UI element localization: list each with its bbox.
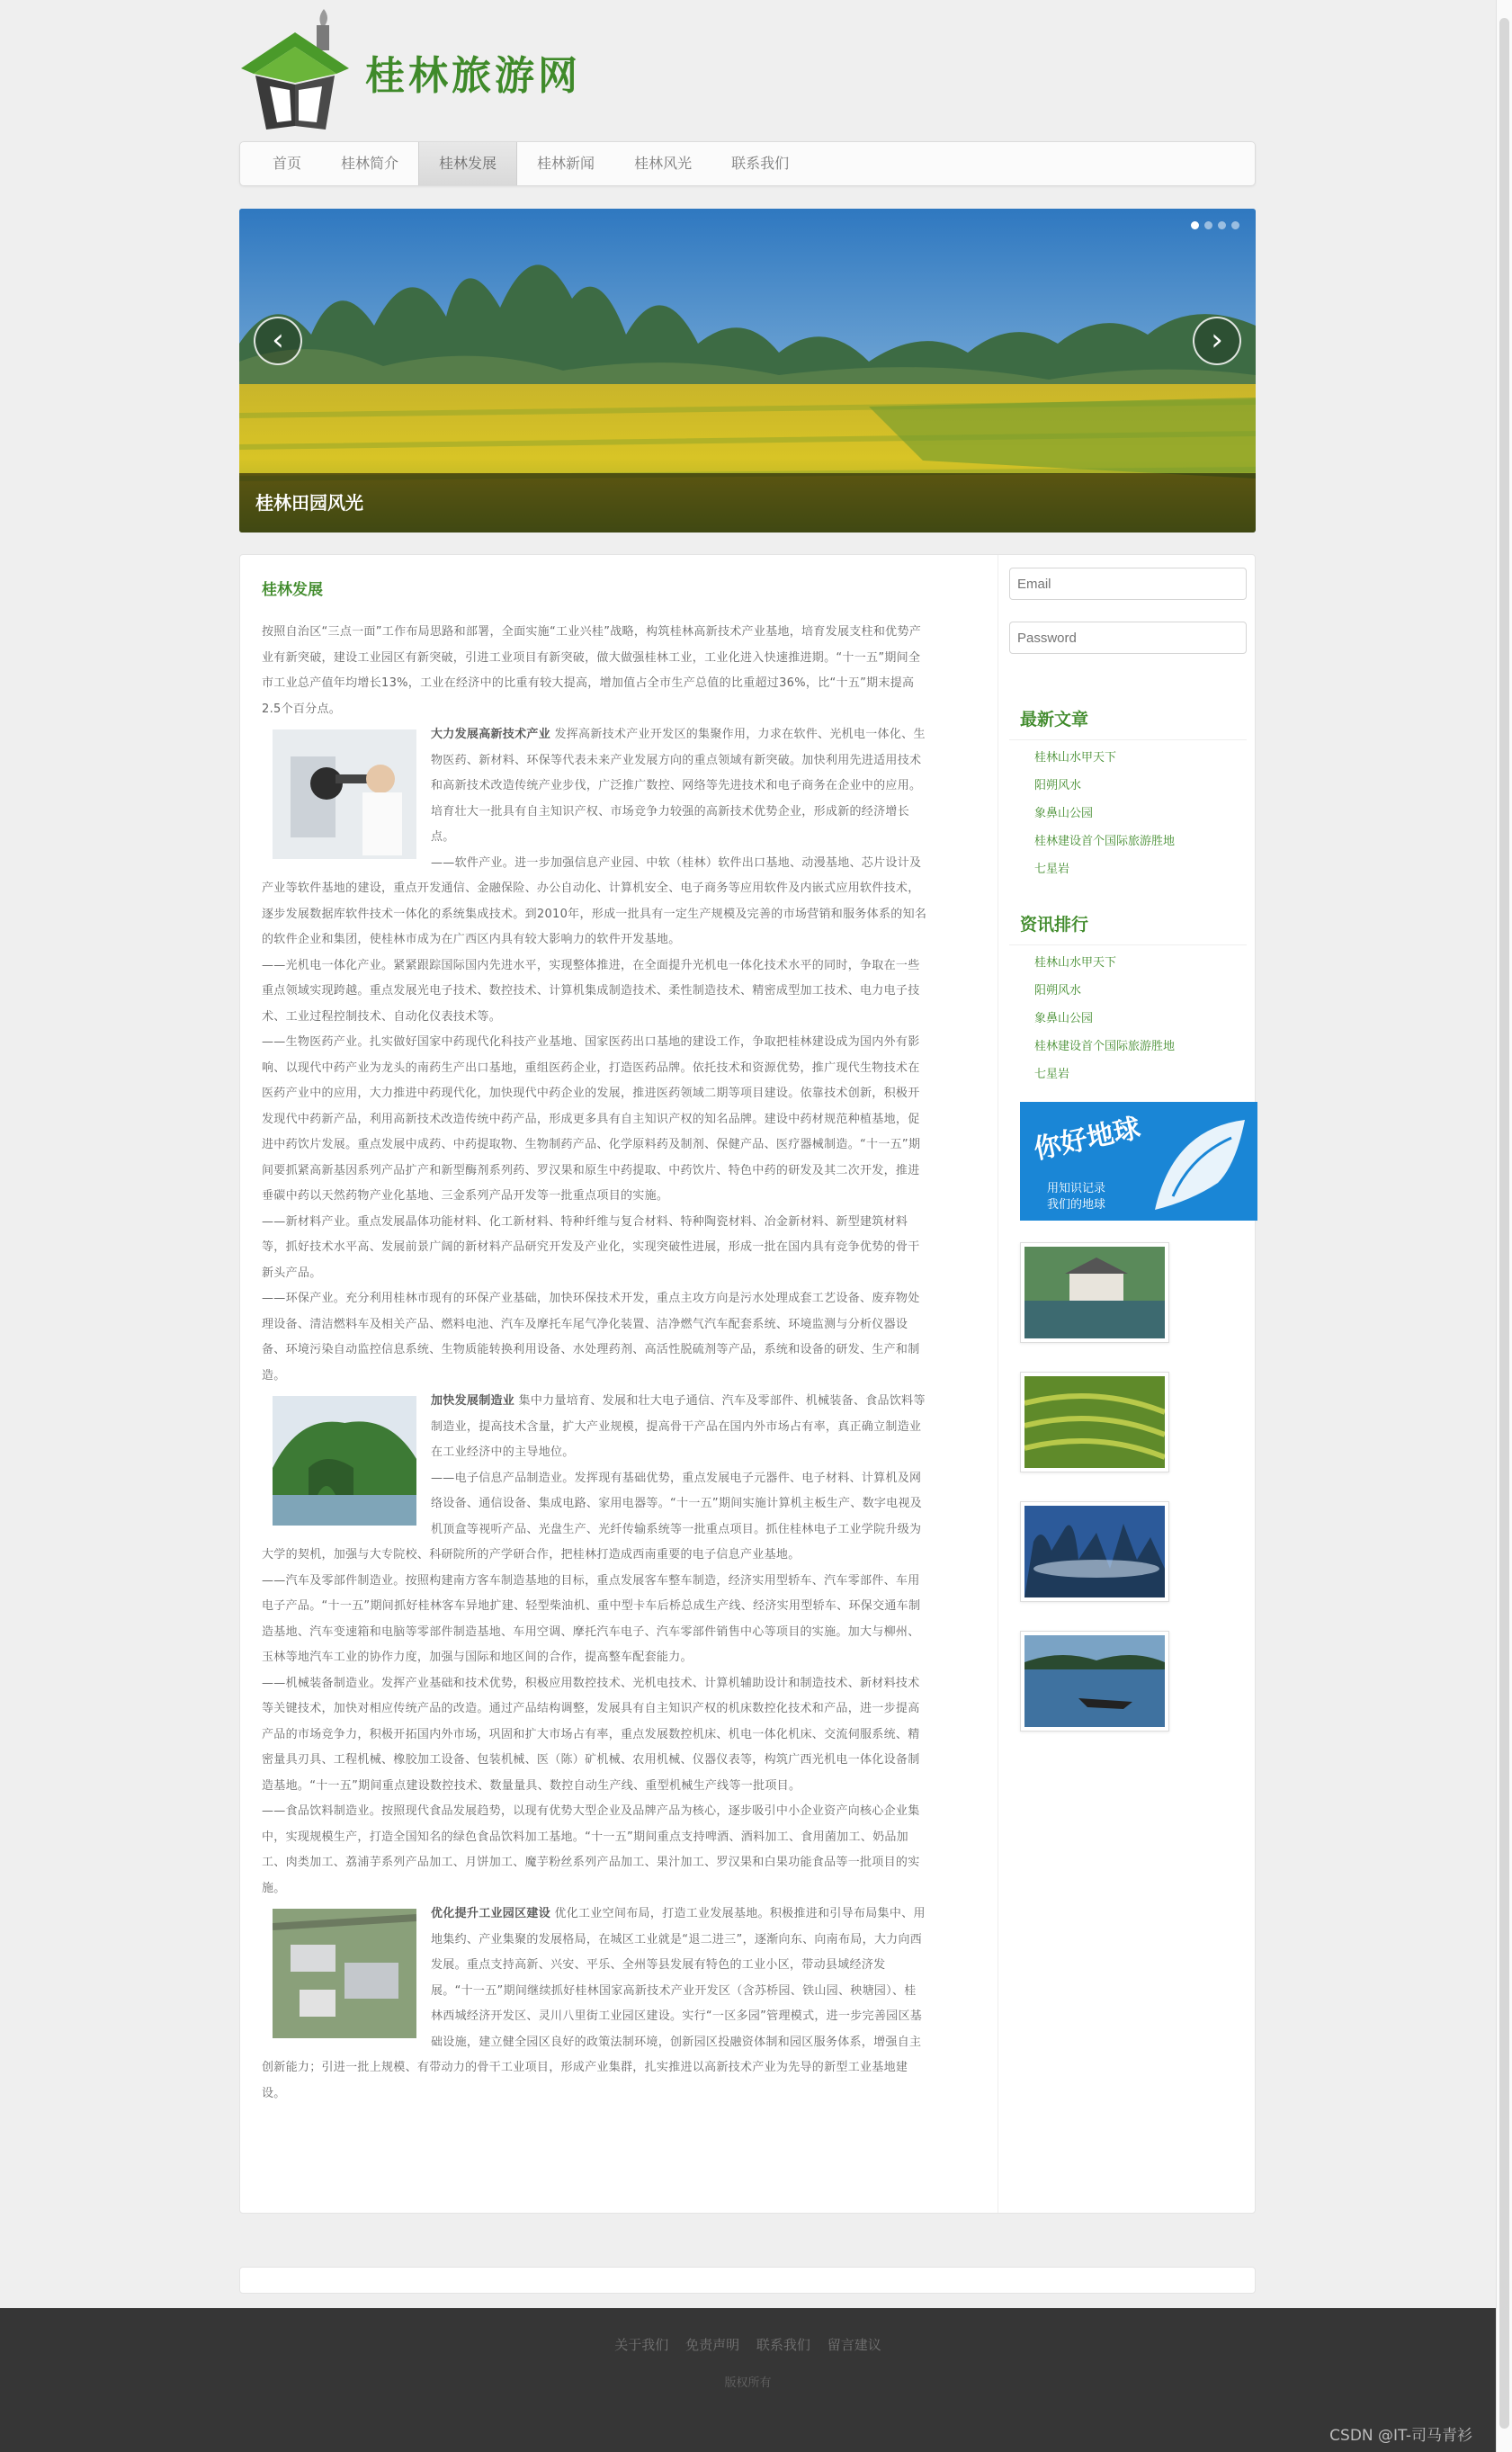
nav-home[interactable]: 首页: [273, 155, 302, 172]
email-field[interactable]: [1009, 568, 1247, 600]
footer-links: [0, 2335, 1496, 2354]
divider: [1009, 739, 1247, 740]
latest-articles-list: [1034, 744, 1175, 883]
article-paragraph: ——软件产业。进一步加强信息产业园、中软（桂林）软件出口基地、动漫基地、芯片设计及产业等软件基地的建设，重点开发通信、金融保险、办公自动化、计算机安全、电子商务等应用软件及内嵌式应用软件技术，逐步发展数据库软件技术一体化的系统集成技术。到2010年，形成一批具有一定生产规模及完善的市场营销和服务体系的知名的软件企业和集团，使桂林市成为在广西区内具有较大影响力的软件开发基地。: [262, 855, 927, 946]
thumbnail-rice-terraces[interactable]: [1020, 1372, 1169, 1472]
nav-development[interactable]: 桂林发展: [418, 142, 517, 185]
latest-article-link[interactable]: 桂林山水甲天下: [1034, 751, 1117, 765]
globe-icon: [1137, 1111, 1254, 1219]
article-paragraph: ——食品饮料制造业。按照现代食品发展趋势，以现有优势大型企业及品牌产品为核心，逐步吸引中小企业资产向核心企业集中，实现规模生产，打造全国知名的绿色食品饮料加工基地。“十一五”期间重点支持啤酒、酒料加工、食用菌加工、奶品加工、肉类加工、荔浦芋系列产品加工、月饼加工、魔芋粉丝系列产品加工、果汁加工、罗汉果和白果功能食品等一批项目的实施。: [262, 1804, 920, 1895]
section-heading: 大力发展高新技术产业: [431, 728, 551, 741]
main-nav: [239, 141, 1256, 186]
ranking-link[interactable]: 七星岩: [1034, 1068, 1070, 1081]
slide-caption: 桂林田园风光: [239, 473, 1256, 532]
divider: [1009, 944, 1247, 945]
article-text: 集中力量培育、发展和壮大电子通信、汽车及零部件、机械装备、食品饮料等制造业，提高技术含量，扩大产业规模，提高骨干产品在国内外市场占有率，真正确立制造业在工业经济中的主导地位。: [431, 1394, 926, 1459]
slider-dots: [1191, 221, 1239, 229]
site-title: 桂林旅游网: [365, 53, 581, 99]
copyright: 版权所有: [724, 2376, 772, 2390]
footer-link-feedback[interactable]: 留言建议: [827, 2337, 881, 2353]
footer: [0, 2308, 1496, 2452]
article-body: [262, 620, 927, 2107]
elephant-trunk-hill-image: [273, 1396, 416, 1526]
ranking-link[interactable]: 阳朔风水: [1034, 984, 1082, 998]
footer-link-contact[interactable]: 联系我们: [756, 2337, 810, 2353]
thumbnail-lake-village[interactable]: [1020, 1242, 1169, 1343]
scrollbar[interactable]: [1496, 0, 1512, 2452]
slider-dot[interactable]: [1231, 221, 1239, 229]
footer-link-disclaimer[interactable]: 免责声明: [685, 2337, 740, 2353]
latest-article-link[interactable]: 阳朔风水: [1034, 779, 1082, 792]
ranking-link[interactable]: 桂林建设首个国际旅游胜地: [1034, 1040, 1176, 1053]
ranking-link[interactable]: 桂林山水甲天下: [1034, 956, 1117, 970]
ranking-link[interactable]: 象鼻山公园: [1034, 1012, 1094, 1025]
banner-title: 你好地球: [1031, 1112, 1144, 1167]
lake-village-image: [1024, 1247, 1165, 1338]
article-paragraph: ——机械装备制造业。发挥产业基础和技术优势，积极应用数控技术、光机电技术、计算机辅助设计和制造技术、新材料技术等关键技术，加快对相应传统产品的改造。通过产品结构调整，发展具有自主知识产权的机床数控化技术和产品，进一步提高产品的市场竞争力，积极开拓国内外市场，巩固和扩大市场占有率，重点发展数控机床、机电一体化机床、交流伺服系统、精密量具刃具、工程机械、橡胶加工设备、包装机械、医（陈）矿机械、农用机械、仪器仪表等，构筑广西光机电一体化设备制造基地。“十一五”期间重点建设数控技术、数量量具、数控自动生产线、重型机械生产线等一批项目。: [262, 1676, 920, 1793]
article-text: 优化工业空间布局，打造工业发展基地。积极推进和引导布局集中、用地集约、产业集聚的发展格局，在城区工业就是“退二进三”，逐渐向东、向南布局，大力向西发展。重点支持高新、兴安、平乐、全州等县发展有特色的工业小区，带动县域经济发展。“十一五”期间继续抓好桂林国家高新技术产业开发区（含苏桥园、铁山园、秧塘园）、桂林西城经济开发区、灵川八里街工业园区建设。实行“一区多园”管理模式，进一步完善园区基础设施，建立健全园区良好的政策法制环境，创新园区投融资体制和园区服务体系，增强自主创新能力；引进一批上规模、有带动力的骨干工业项目，形成产业集群，扎实推进以高新技术产业为先导的新型工业基地建设。: [262, 1907, 926, 2100]
house-logo-icon[interactable]: [239, 7, 352, 133]
karst-mountains-image: [1024, 1506, 1165, 1597]
article-paragraph: ——新材料产业。重点发展晶体功能材料、化工新材料、特种纤维与复合材料、特种陶瓷材料、冶金新材料、新型建筑材料等，抓好技术水平高、发展前景广阔的新材料产品研究开发及产业化，实现突破性进展，形成一批在国内具有竞争优势的骨干新头产品。: [262, 1214, 920, 1280]
lab-microscope-image: [273, 729, 416, 859]
watermark: CSDN @IT-司马青衫: [1329, 2427, 1472, 2445]
latest-article-link[interactable]: 象鼻山公园: [1034, 807, 1094, 820]
article-paragraph: ——环保产业。充分利用桂林市现有的环保产业基础，加快环保技术开发，重点主攻方向是污水处理成套工艺设备、废弃物处理设备、清洁燃料车及相关产品、燃料电池、汽车及摩托车尾气净化装置、洁净燃气汽车配套系统、环境监测与分析仪器设备、环境污染自动监控信息系统、生物质能转换利用设备、水处理药剂、高活性脱硫剂等产品，系统和设备的研发、生产和制造。: [262, 1292, 920, 1383]
bottom-bar: [239, 2267, 1256, 2294]
article-paragraph: ——生物医药产业。扎实做好国家中药现代化科技产业基地、国家医药出口基地的建设工作，争取把桂林建设成为国内外有影响、以现代中药产业为龙头的南药生产出口基地，重组医药企业，打造医药品牌。依托技术和资源优势，推广现代生物技术在医药产业中的应用，大力推进中药现代化，加快现代中药企业的发展，推进医药领域二期等项目建设。依靠技术创新，积极开发现代中药新产品，利用高新技术改造传统中药产品，形成更多具有自主知识产权的知名品牌。建设中药材规范种植基地，促进中药饮片发展。重点发展中成药、中药提取物、生物制药产品、化学原料药及制剂、保健产品、医疗器械制造。“十一五”期间要抓紧高新基因系列产品扩产和新型酶剂系列药、罗汉果和原生中药提取、中药饮片、特色中药的研发及其二次开发，推进垂碳中药以天然药物产业化基地、三金系列产品开发等一批重点项目的实施。: [262, 1035, 921, 1203]
content-box: [239, 554, 1256, 2214]
main-column: [262, 555, 927, 2213]
ranking-title: 资讯排行: [1020, 915, 1089, 935]
thumbnail-river-boat[interactable]: [1020, 1631, 1169, 1732]
latest-article-link[interactable]: 七星岩: [1034, 863, 1070, 876]
article-paragraph: ——汽车及零部件制造业。按照构建南方客车制造基地的目标，重点发展客车整车制造，经济实用型轿车、汽车零部件、车用电子产品。“十一五”期间抓好桂林客车异地扩建、轻型柴油机、重中型卡车后桥总成生产线、经济实用型轿车、环保交通车制造基地、汽车变速箱和电脑等零部件制造基地、车用空调、摩托汽车电子、汽车零部件销售中心等项目的实施。加大与柳州、玉林等地汽车工业的协作力度，加强与国际和地区间的合作，提高整车配套能力。: [262, 1573, 921, 1664]
password-field[interactable]: [1009, 622, 1247, 654]
nav-contact[interactable]: 联系我们: [731, 155, 790, 172]
article-paragraph: 按照自治区“三点一面”工作布局思路和部署，全面实施“工业兴桂”战略，构筑桂林高新技术产业基地，培育发展支柱和优势产业有新突破，建设工业园区有新突破，引进工业项目有新突破，做大做强桂林工业，工业化进入快速推进期。“十一五”期间全市工业总产值年均增长13%，工业在经济中的比重有较大提高，增加值占全市生产总值的比重超过36%，比“十五”期末提高2.5个百分点。: [262, 625, 922, 716]
section-heading: 加快发展制造业: [431, 1394, 515, 1408]
nav-news[interactable]: 桂林新闻: [537, 155, 595, 172]
latest-article-link[interactable]: 桂林建设首个国际旅游胜地: [1034, 835, 1176, 848]
page-title: 桂林发展: [262, 581, 323, 599]
thumbnail-karst-mist[interactable]: [1020, 1501, 1169, 1602]
nav-scenery[interactable]: 桂林风光: [634, 155, 693, 172]
slider-dot[interactable]: [1218, 221, 1226, 229]
footer-link-about[interactable]: 关于我们: [614, 2337, 669, 2353]
article-text: 发挥高新技术产业开发区的集聚作用，力求在软件、光机电一体化、生物医药、新材料、环保等代表未来产业发展方向的重点领域有新突破。加快利用先进适用技术和高新技术改造传统产业步伐，广泛推广数控、网络等先进技术和电子商务在企业中的应用。培育壮大一批具有自主知识产权、市场竞争力较强的高新技术优势企业，形成新的经济增长点。: [431, 728, 926, 844]
hello-earth-banner[interactable]: [1020, 1102, 1257, 1221]
slider-next-button[interactable]: ›: [1193, 317, 1241, 365]
scrollbar-thumb[interactable]: [1499, 18, 1509, 2429]
river-boat-image: [1024, 1635, 1165, 1727]
image-slider[interactable]: [239, 209, 1256, 532]
section-heading: 优化提升工业园区建设: [431, 1907, 551, 1920]
header: [239, 0, 1256, 135]
industrial-park-aerial-image: [273, 1909, 416, 2038]
rice-terraces-image: [1024, 1376, 1165, 1468]
latest-articles-title: 最新文章: [1020, 710, 1089, 729]
ranking-list: [1034, 949, 1175, 1088]
slider-dot[interactable]: [1191, 221, 1199, 229]
slider-prev-button[interactable]: ‹: [254, 317, 302, 365]
article-paragraph: ——电子信息产品制造业。发挥现有基础优势，重点发展电子元器件、电子材料、计算机及网络设备、通信设备、集成电路、家用电器等。“十一五”期间实施计算机主板生产、数字电视及机顶盒等视听产品、光盘生产、光纤传输系统等一批重点项目。抓住桂林电子工业学院升级为大学的契机，加强与大专院校、科研院所的产学研合作，把桂林打造成西南重要的电子信息产业基地。: [262, 1471, 923, 1562]
nav-intro[interactable]: 桂林简介: [341, 155, 399, 172]
sidebar: [998, 555, 1257, 2213]
slider-dot[interactable]: [1204, 221, 1212, 229]
article-paragraph: ——光机电一体化产业。紧紧跟踪国际国内先进水平，实现整体推进，在全面提升光机电一体化技术水平的同时，争取在一些重点领域实现跨越。重点发展光电子技术、数控技术、计算机集成制造技术、柔性制造技术、精密成型加工技术、电力电子技术、工业过程控制技术、自动化仪表技术等。: [262, 958, 920, 1024]
banner-subtitle: 用知识记录 我们的地球: [1047, 1182, 1106, 1212]
